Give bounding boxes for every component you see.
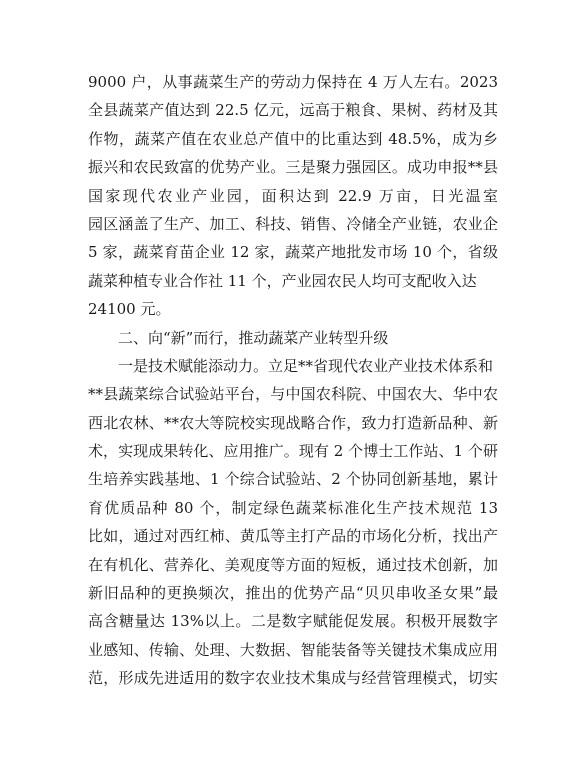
text-line: 国家现代农业产业园，面积达到 22.9 万亩，日光温室 xyxy=(88,186,498,205)
text-line: 生培养实践基地、1 个综合试验站、2 个协同创新基地，累计 xyxy=(88,470,498,489)
text-line: 5 家，蔬菜育苗企业 12 家，蔬菜产地批发市场 10 个，省级 xyxy=(88,243,498,262)
text-line: 范，形成先进适用的数字农业技术集成与经营管理模式，切实 xyxy=(88,669,498,688)
text-line: **县蔬菜综合试验站平台，与中国农科院、中国农大、华中农 xyxy=(88,385,498,404)
text-line: 比如，通过对西红柿、黄瓜等主打产品的市场化分析，找出产 xyxy=(88,527,498,546)
text-line: 园区涵盖了生产、加工、科技、销售、冷储全产业链，农业企 xyxy=(88,214,498,233)
text-line: 一是技术赋能添动力。立足**省现代农业产业技术体系和 xyxy=(118,356,494,375)
text-line: 西北农林、**农大等院校实现战略合作，致力打造新品种、新 xyxy=(88,413,498,432)
text-line: 9000 户，从事蔬菜生产的劳动力保持在 4 万人左右。2023 xyxy=(88,73,498,91)
text-line: 蔬菜种植专业合作社 11 个，产业园农民人均可支配收入达 xyxy=(88,271,477,290)
text-line: 作物，蔬菜产值在农业总产值中的比重达到 48.5%，成为乡 xyxy=(88,129,498,148)
text-line: 育优质品种 80 个，制定绿色蔬菜标准化生产技术规范 13 xyxy=(88,498,498,517)
document-body xyxy=(88,68,498,693)
text-line: 术，实现成果转化、应用推广。现有 2 个博士工作站、1 个研 xyxy=(88,442,498,461)
text-line: 高含糖量达 13%以上。二是数字赋能促发展。积极开展数字 xyxy=(88,612,498,631)
section-heading: 二、向“新”而行，推动蔬菜产业转型升级 xyxy=(118,328,389,347)
text-line: 全县蔬菜产值达到 22.5 亿元，远高于粮食、果树、药材及其 xyxy=(88,101,498,120)
text-line: 业感知、传输、处理、大数据、智能装备等关键技术集成应用 xyxy=(88,640,498,659)
text-line: 新旧品种的更换频次，推出的优势产品“贝贝串收圣女果”最 xyxy=(88,584,498,603)
text-line: 振兴和农民致富的优势产业。三是聚力强园区。成功申报**县 xyxy=(88,158,498,177)
text-line: 在有机化、营养化、美观度等方面的短板，通过技术创新，加 xyxy=(88,555,498,574)
text-line: 24100 元。 xyxy=(88,300,171,319)
